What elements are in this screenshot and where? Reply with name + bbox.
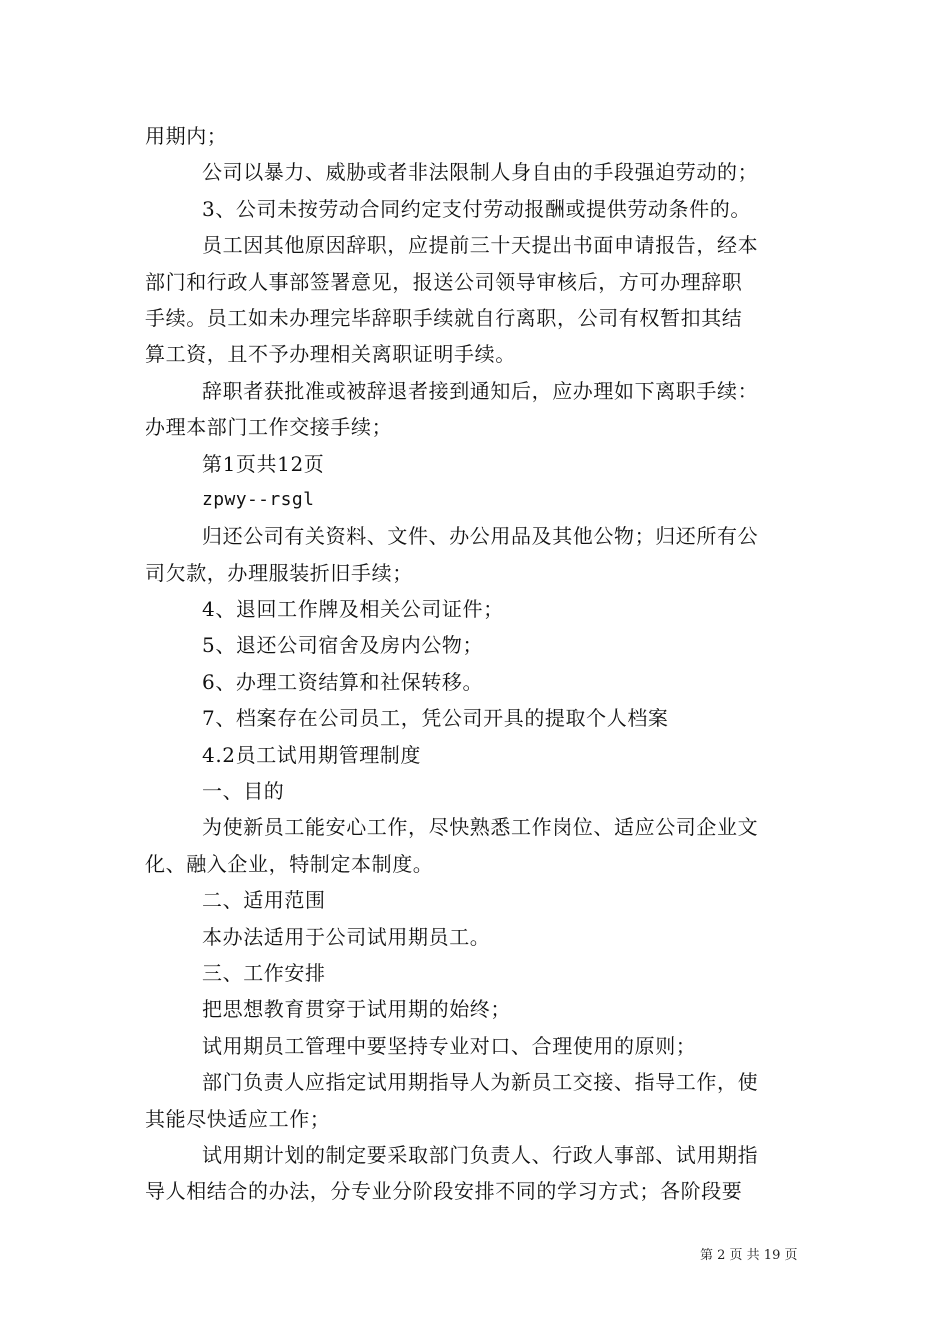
text-line: 为使新员工能安心工作，尽快熟悉工作岗位、适应公司企业文 [202,815,759,840]
section-heading: 二、适用范围 [202,888,326,913]
text-line: 公司以暴力、威胁或者非法限制人身自由的手段强迫劳动的； [202,160,759,185]
text-line: 办理本部门工作交接手续； [145,415,393,440]
text-line: 部门和行政人事部签署意见，报送公司领导审核后，方可办理辞职 [145,269,743,294]
text-line: 4、退回工作牌及相关公司证件； [202,597,504,622]
text-line: 把思想教育贯穿于试用期的始终； [202,997,511,1022]
section-heading: 三、工作安排 [202,960,326,985]
text-line: 导人相结合的办法，分专业分阶段安排不同的学习方式；各阶段要 [145,1179,743,1204]
text-line: 3、公司未按劳动合同约定支付劳动报酬或提供劳动条件的。 [202,196,751,221]
text-line: 部门负责人应指定试用期指导人为新员工交接、指导工作，使 [202,1070,759,1095]
text-line: 试用期计划的制定要采取部门负责人、行政人事部、试用期指 [202,1142,759,1167]
text-line: 手续。员工如未办理完毕辞职手续就自行离职，公司有权暂扣其结 [145,305,743,330]
text-line: 辞职者获批准或被辞退者接到通知后，应办理如下离职手续： [202,378,759,403]
text-line: 6、办理工资结算和社保转移。 [202,669,484,694]
text-line: 算工资，且不予办理相关离职证明手续。 [145,342,516,367]
document-code: zpwy--rsgl [202,488,315,510]
section-heading: 4.2员工试用期管理制度 [202,742,422,767]
text-line: 5、退还公司宿舍及房内公物； [202,633,484,658]
text-line: 试用期员工管理中要坚持专业对口、合理使用的原则； [202,1033,697,1058]
text-line: 本办法适用于公司试用期员工。 [202,924,491,949]
text-line: 司欠款，办理服装折旧手续； [145,560,413,585]
document-body [145,118,809,1210]
text-line: 归还公司有关资料、文件、办公用品及其他公物；归还所有公 [202,524,759,549]
text-line: 用期内； [145,124,228,148]
inline-page-marker: 第1页共12页 [202,451,325,476]
page-number-footer: 第 2 页 共 19 页 [700,1248,798,1263]
text-line: 化、融入企业，特制定本制度。 [145,851,434,876]
section-heading: 一、目的 [202,779,285,804]
text-line: 其能尽快适应工作； [145,1106,331,1131]
text-line: 7、档案存在公司员工，凭公司开具的提取个人档案 [202,706,669,731]
text-line: 员工因其他原因辞职，应提前三十天提出书面申请报告，经本 [202,233,759,258]
